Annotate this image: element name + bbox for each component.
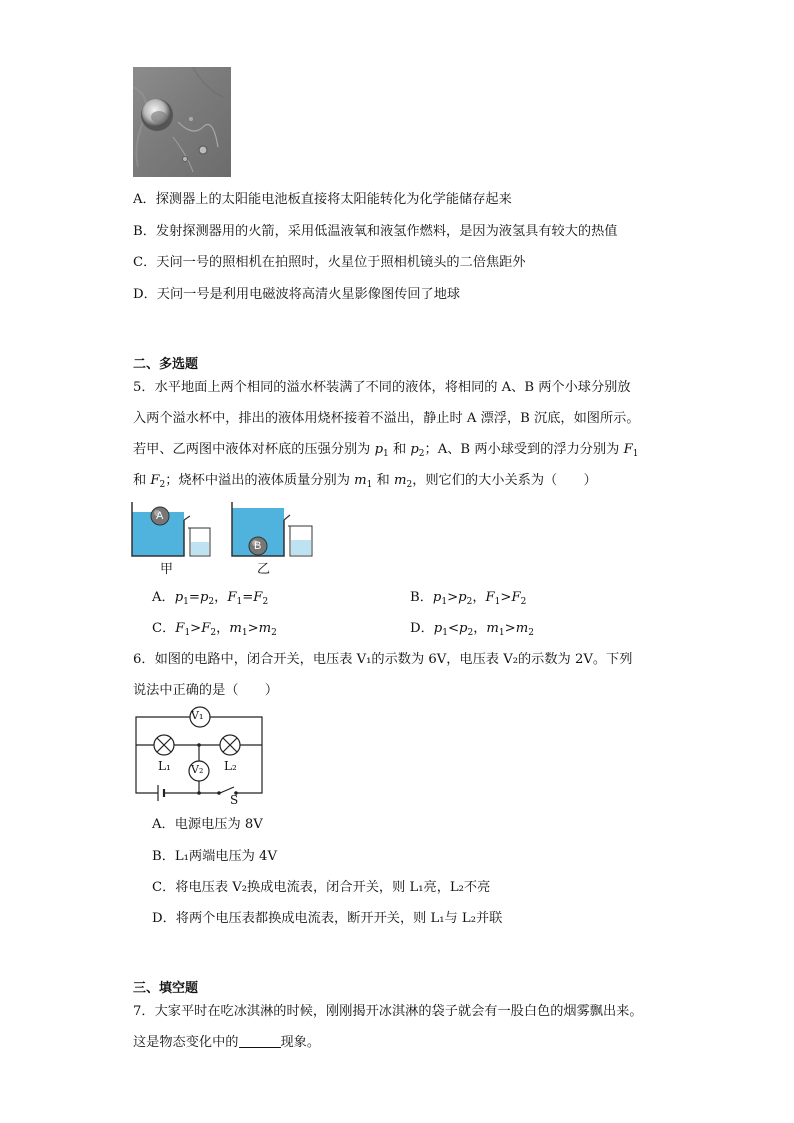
ball-b-label: B [254, 540, 262, 552]
q6-option-a: A．电源电压为 8V [152, 817, 263, 832]
q7-answer-blank[interactable] [239, 1035, 281, 1048]
q5-stem-line4: 和 $F_2$；烧杯中溢出的液体质量分别为 $m_1$ 和 $m_2$，则它们的大小关系为（ ） [133, 473, 597, 490]
q5-option-c: C．$F_1>F_2$，$m_1>m_2$ [152, 621, 277, 638]
q7-stem-line1: 7．大家平时在吃冰淇淋的时候，刚刚揭开冰淇淋的袋子就会有一股白色的烟雾飘出来。 [133, 1004, 643, 1019]
mars-surface-image [133, 67, 231, 177]
section-title-multiple-choice: 二、多选题 [133, 357, 199, 372]
l1-lamp-label: L₁ [158, 759, 171, 773]
q6-option-d: D．将两个电压表都换成电流表，断开开关，则 L₁与 L₂并联 [152, 911, 503, 926]
l2-lamp-label: L₂ [224, 759, 237, 773]
q5-stem-line1: 5．水平地面上两个相同的溢水杯装满了不同的液体，将相同的 A、B 两个小球分别放 [133, 380, 631, 395]
v1-meter-label: V₁ [191, 709, 204, 722]
q6-option-b: B．L₁两端电压为 4V [152, 849, 277, 864]
ball-a-label: A [156, 510, 164, 522]
q6-stem-line2: 说法中正确的是（ ） [133, 683, 279, 698]
figure-label-yi: 乙 [257, 562, 271, 577]
q4-option-d: D．天问一号是利用电磁波将高清火星影像图传回了地球 [133, 287, 461, 302]
q5-option-a: A．$p_1=p_2$，$F_1=F_2$ [152, 590, 269, 607]
q7-stem-line2: 这是物态变化中的 现象。 [133, 1035, 321, 1050]
q6-option-c: C．将电压表 V₂换成电流表，闭合开关，则 L₁亮，L₂不亮 [152, 880, 491, 895]
q5-stem-line2: 入两个溢水杯中，排出的液体用烧杯接着不溢出，静止时 A 漂浮，B 沉底，如图所示。 [133, 411, 640, 426]
q4-option-c: C．天问一号的照相机在拍照时，火星位于照相机镜头的二倍焦距外 [133, 255, 526, 270]
figure-label-jia: 甲 [160, 562, 174, 577]
q5-option-d: D．$p_1<p_2$，$m_1>m_2$ [410, 621, 534, 638]
q6-stem-line1: 6．如图的电路中，闭合开关，电压表 V₁的示数为 6V，电压表 V₂的示数为 2V。下列 [133, 652, 633, 667]
q4-option-b: B．发射探测器用的火箭，采用低温液氧和液氢作燃料，是因为液氢具有较大的热值 [133, 224, 618, 239]
q5-option-b: B．$p_1>p_2$，$F_1>F_2$ [410, 590, 527, 607]
section-title-fill-blank: 三、填空题 [133, 981, 199, 996]
switch-label: S [230, 793, 239, 807]
q5-stem-line3: 若甲、乙两图中液体对杯底的压强分别为 $p_1$ 和 $p_2$；A、B 两小球受到的浮力分别为 $F_1$ [133, 442, 639, 459]
v2-meter-label: V₂ [191, 763, 204, 776]
q5-overflow-cups-figure [130, 500, 330, 576]
q6-circuit-diagram [130, 705, 270, 805]
q4-option-a: A．探测器上的太阳能电池板直接将太阳能转化为化学能储存起来 [133, 192, 512, 207]
